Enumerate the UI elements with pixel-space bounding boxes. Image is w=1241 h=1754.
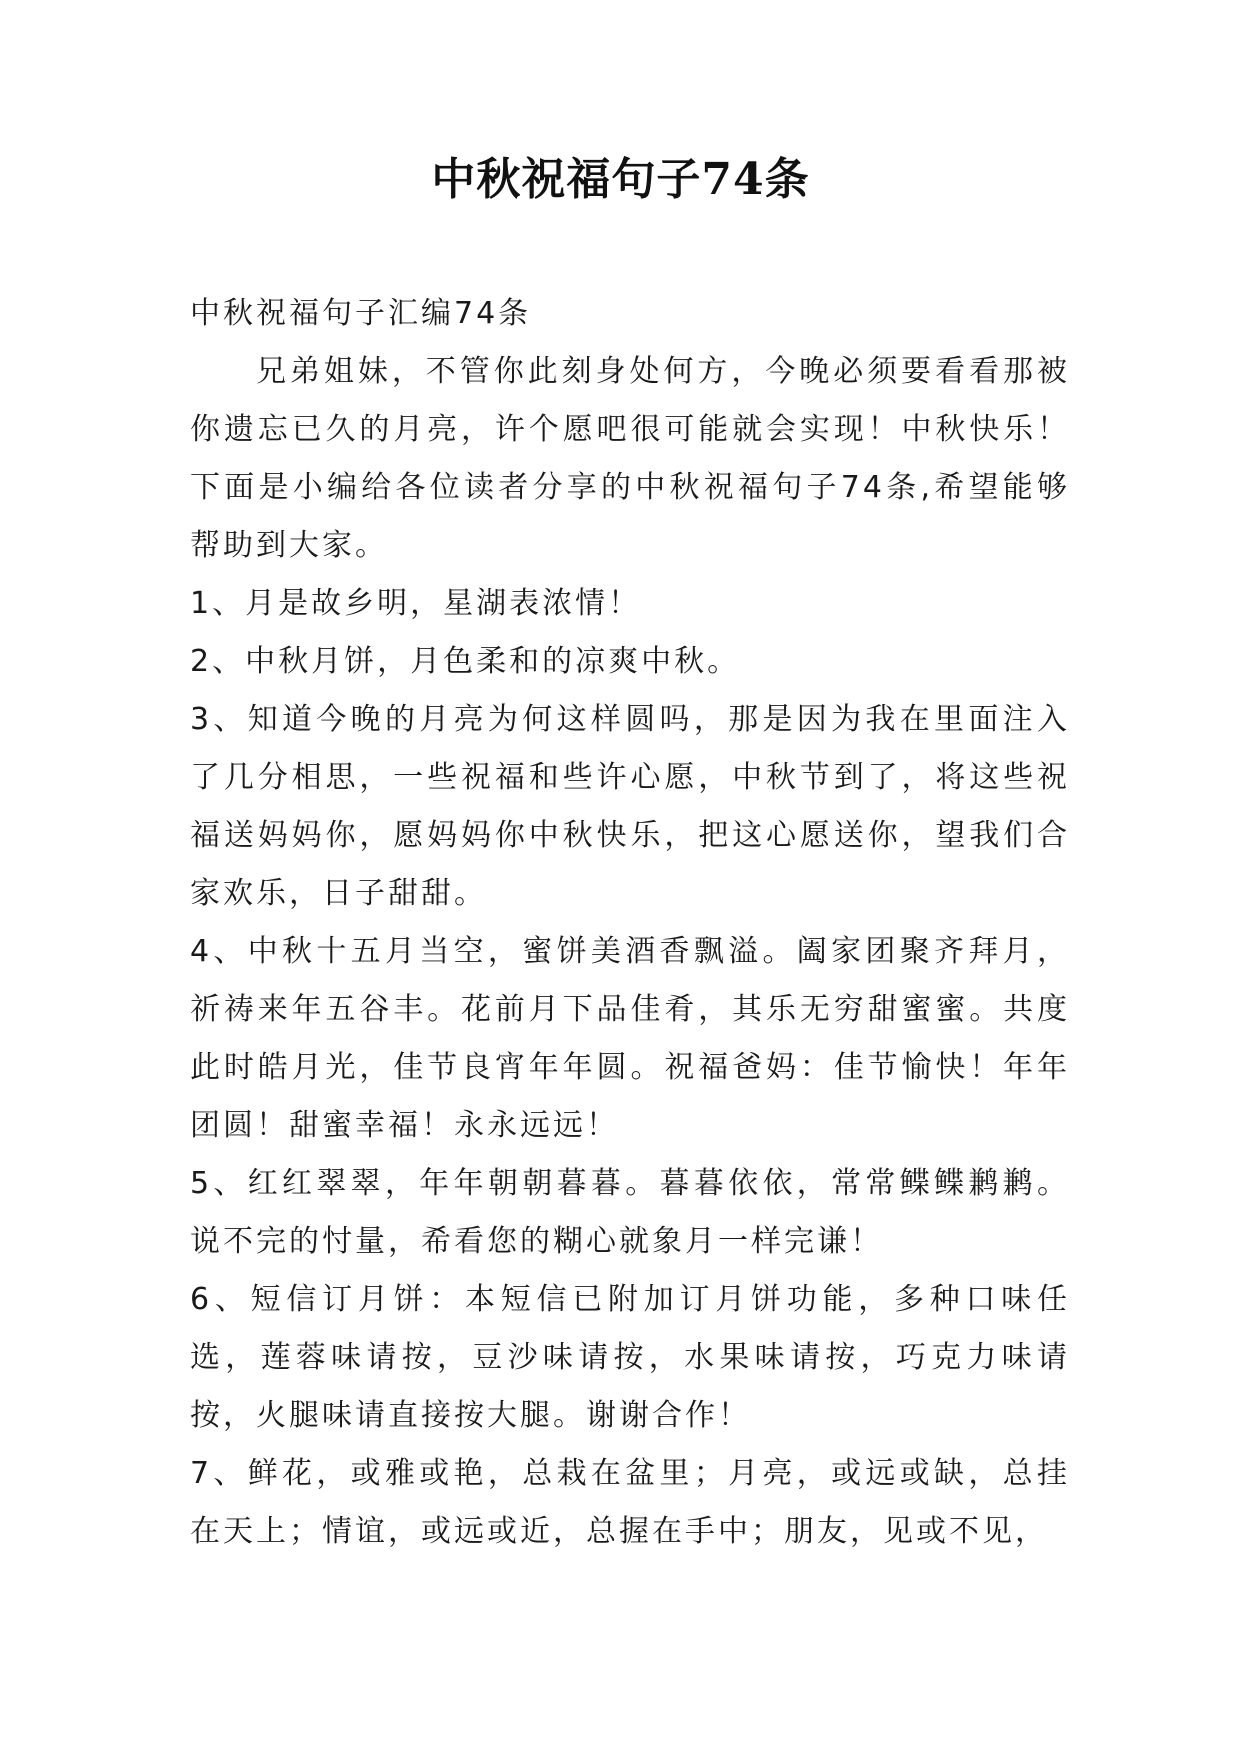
list-item: 1、月是故乡明，星湖表浓情！ <box>190 586 642 621</box>
list-item: 5、红红翠翠，年年朝朝暮暮。暮暮依依，常常鲽鲽鹣鹣。说不完的忖量，希看您的糊心就象月一样完谦！ <box>190 1166 1070 1259</box>
document-title: 中秋祝福句子74条 <box>431 154 810 205</box>
intro-paragraph: 兄弟姐妹，不管你此刻身处何方，今晚必须要看看那被你遗忘已久的月亮，许个愿吧很可能就会实现！中秋快乐！下面是小编给各位读者分享的中秋祝福句子74条,希望能够帮助到大家。 <box>190 354 1070 563</box>
document-subtitle: 中秋祝福句子汇编74条 <box>190 296 532 331</box>
document-body <box>190 285 1070 1561</box>
list-item: 6、短信订月饼：本短信已附加订月饼功能，多种口味任选，莲蓉味请按，豆沙味请按，水果味请按，巧克力味请按，火腿味请直接按大腿。谢谢合作！ <box>190 1282 1070 1433</box>
list-item: 7、鲜花，或雅或艳，总栽在盆里；月亮，或远或缺，总挂在天上；情谊，或远或近，总握在手中；朋友，见或不见， <box>190 1456 1070 1549</box>
list-item: 4、中秋十五月当空，蜜饼美酒香飘溢。阖家团聚齐拜月，祈祷来年五谷丰。花前月下品佳肴，其乐无穷甜蜜蜜。共度此时皓月光，佳节良宵年年圆。祝福爸妈：佳节愉快！年年团圆！甜蜜幸福！永永远远！ <box>190 934 1070 1143</box>
list-item: 3、知道今晚的月亮为何这样圆吗，那是因为我在里面注入了几分相思，一些祝福和些许心愿，中秋节到了，将这些祝福送妈妈你，愿妈妈你中秋快乐，把这心愿送你，望我们合家欢乐，日子甜甜。 <box>190 702 1070 911</box>
list-item: 2、中秋月饼，月色柔和的凉爽中秋。 <box>190 644 741 679</box>
